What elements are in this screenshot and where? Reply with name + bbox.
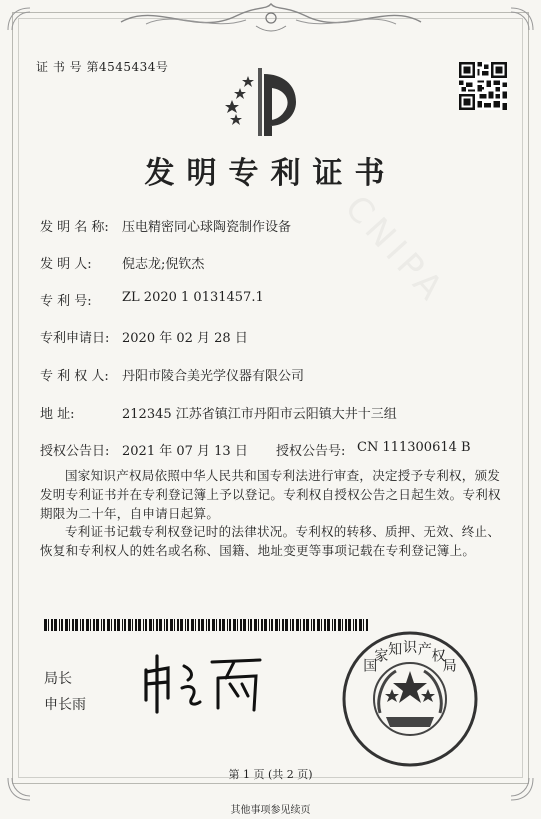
inventor: 倪志龙;倪钦杰	[122, 257, 205, 272]
address-label: 地 址:	[40, 407, 75, 422]
grant-date-label: 授权公告日:	[40, 444, 110, 459]
certificate-number: 证 书 号 第4545434号	[36, 60, 169, 74]
page-number: 第 1 页 (共 2 页)	[228, 768, 313, 781]
barcode-icon	[44, 619, 369, 631]
patent-office-logo-icon	[224, 58, 298, 142]
grant-statement: 国家知识产权局依照中华人民共和国专利法进行审查，决定授予专利权，颁发发明专利证书并在专利登记簿上予以登记。专利权自授权公告之日起生效。专利权期限为二十年，自申请日起算。	[40, 468, 501, 521]
patent-number: ZL 2020 1 0131457.1	[122, 290, 264, 305]
signature-icon	[138, 648, 268, 718]
invention-name: 压电精密同心球陶瓷制作设备	[122, 220, 292, 235]
address: 212345 江苏省镇江市丹阳市云阳镇大井十三组	[122, 407, 397, 422]
inventor-label: 发 明 人:	[40, 257, 92, 272]
corner-ornament-icon	[6, 6, 32, 32]
certificate-title: 发明专利证书	[144, 156, 397, 191]
grant-number-label: 授权公告号:	[276, 444, 346, 459]
patent-number-label: 专 利 号:	[40, 294, 92, 309]
qr-code-icon	[459, 62, 507, 110]
director-name: 申长雨	[44, 697, 86, 713]
filing-date-label: 专利申请日:	[40, 331, 110, 346]
director-title: 局长	[44, 671, 72, 687]
grant-date: 2021 年 07 月 13 日	[122, 444, 248, 459]
invention-name-label: 发 明 名 称:	[40, 220, 109, 235]
grant-number: CN 111300614 B	[357, 440, 471, 455]
footer-note: 其他事项参见续页	[230, 805, 311, 816]
patentee: 丹阳市陵合美光学仪器有限公司	[122, 369, 305, 384]
legal-status-note: 专利证书记载专利权登记时的法律状况。专利权的转移、质押、无效、终止、恢复和专利权人的姓名或名称、国籍、地址变更等事项记载在专利登记簿上。	[40, 524, 501, 558]
official-seal-icon	[340, 629, 480, 769]
filing-date: 2020 年 02 月 28 日	[122, 331, 248, 346]
corner-ornament-icon	[509, 6, 535, 32]
patentee-label: 专 利 权 人:	[40, 369, 109, 384]
watermark: CNIPA	[336, 188, 455, 312]
seal-text: 国家知识产权局	[363, 640, 457, 675]
top-ornament-icon	[116, 2, 426, 34]
